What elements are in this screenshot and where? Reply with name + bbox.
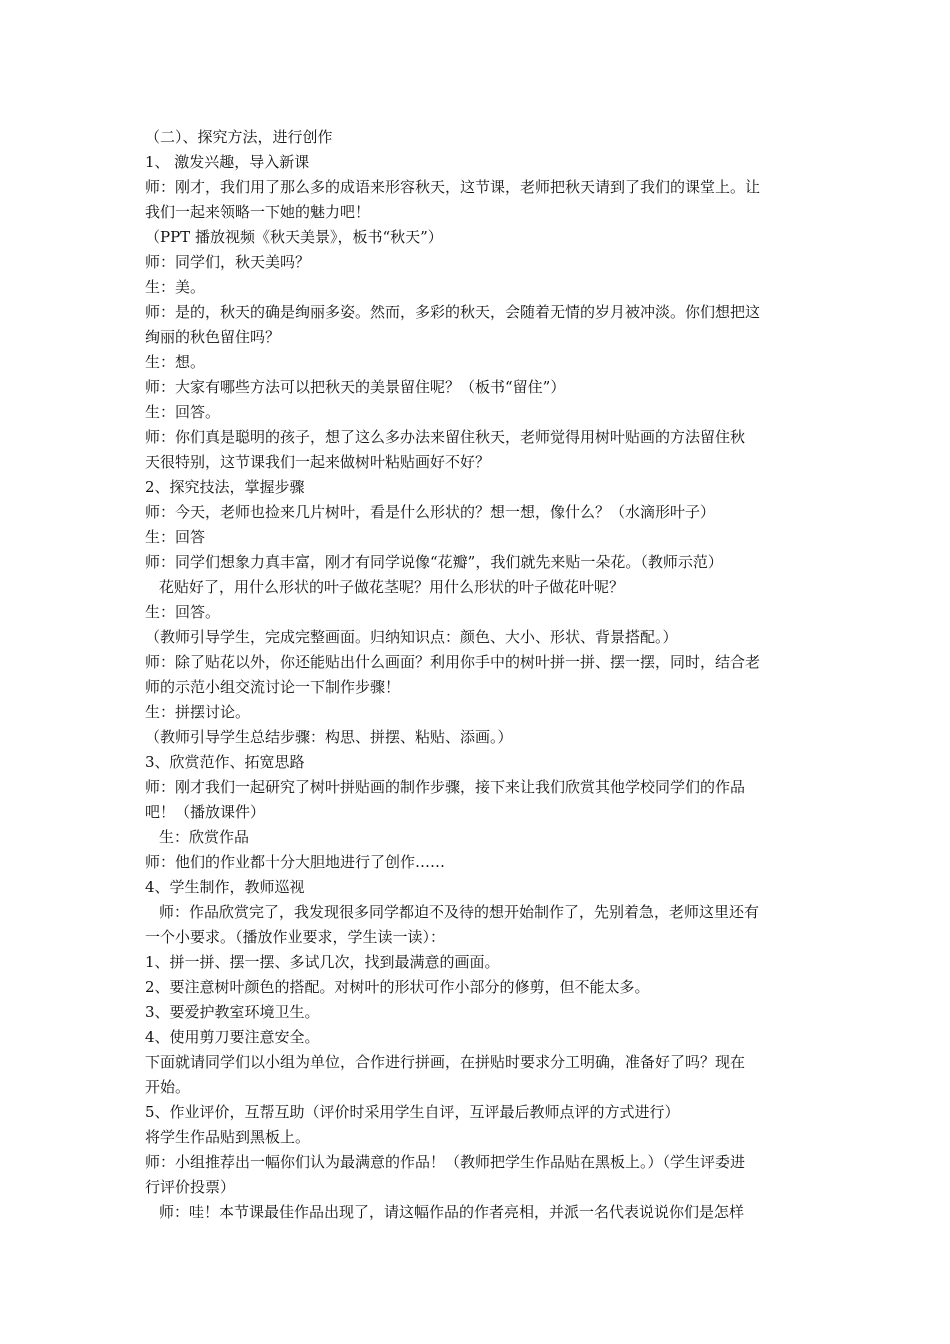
- text-line: 生：欣赏作品: [159, 828, 250, 846]
- text-line: （教师引导学生总结步骤：构思、拼摆、粘贴、添画。）: [145, 728, 513, 746]
- text-line: 师：你们真是聪明的孩子，想了这么多办法来留住秋天，老师觉得用树叶贴画的方法留住秋: [145, 428, 746, 446]
- text-line: 师的示范小组交流讨论一下制作步骤！: [145, 678, 401, 696]
- text-line: （教师引导学生，完成完整画面。归纳知识点：颜色、大小、形状、背景搭配。）: [145, 628, 678, 646]
- text-line: 师：同学们想象力真丰富，刚才有同学说像“花瓣”，我们就先来贴一朵花。（教师示范）: [145, 553, 723, 571]
- document-body: [145, 125, 815, 1225]
- text-line: 师：是的，秋天的确是绚丽多姿。然而，多彩的秋天，会随着无情的岁月被冲淡。你们想把这: [145, 303, 761, 321]
- text-line: 生：想。: [145, 353, 206, 371]
- text-line: 师：大家有哪些方法可以把秋天的美景留住呢？（板书“留住”）: [145, 378, 566, 396]
- text-line: 师：哇！本节课最佳作品出现了，请这幅作品的作者亮相，并派一名代表说说你们是怎样: [159, 1203, 745, 1221]
- section-heading: （二）、探究方法，进行创作: [145, 128, 333, 146]
- text-line: 花贴好了，用什么形状的叶子做花茎呢？用什么形状的叶子做花叶呢？: [159, 578, 625, 596]
- list-item: 4、使用剪刀要注意安全。: [145, 1028, 320, 1046]
- subsection-heading: 4、学生制作，教师巡视: [145, 878, 305, 896]
- text-line: 生：回答。: [145, 403, 221, 421]
- text-line: 师：除了贴花以外，你还能贴出什么画面？利用你手中的树叶拼一拼、摆一摆，同时，结合老: [145, 653, 761, 671]
- text-line: 一个小要求。（播放作业要求，学生读一读）：: [145, 928, 446, 946]
- text-line: 吧！（播放课件）: [145, 803, 266, 821]
- subsection-heading: 2、探究技法，掌握步骤: [145, 478, 305, 496]
- text-line: 师：同学们，秋天美吗？: [145, 253, 311, 271]
- text-line: 师：刚才我们一起研究了树叶拼贴画的制作步骤，接下来让我们欣赏其他学校同学们的作品: [145, 778, 746, 796]
- text-line: 将学生作品贴到黑板上。: [145, 1128, 311, 1146]
- text-line: 师：作品欣赏完了，我发现很多同学都迫不及待的想开始制作了，先别着急，老师这里还有: [159, 903, 760, 921]
- text-line: 绚丽的秋色留住吗？: [145, 328, 281, 346]
- text-line: 师：今天，老师也捡来几片树叶，看是什么形状的？想一想，像什么？（水滴形叶子）: [145, 503, 716, 521]
- text-line: 师：刚才，我们用了那么多的成语来形容秋天，这节课，老师把秋天请到了我们的课堂上。让: [145, 178, 761, 196]
- text-line: 生：回答。: [145, 603, 221, 621]
- text-line: 下面就请同学们以小组为单位，合作进行拼画，在拼贴时要求分工明确，准备好了吗？现在: [145, 1053, 746, 1071]
- text-line: 生：拼摆讨论。: [145, 703, 251, 721]
- text-line: 行评价投票）: [145, 1178, 236, 1196]
- subsection-heading: 1、 激发兴趣，导入新课: [145, 153, 310, 171]
- subsection-heading: 3、欣赏范作、拓宽思路: [145, 753, 305, 771]
- text-line: （PPT 播放视频《秋天美景》，板书“秋天”）: [145, 228, 443, 246]
- text-line: 师：小组推荐出一幅你们认为最满意的作品！（教师把学生作品贴在黑板上。）（学生评委进: [145, 1153, 746, 1171]
- text-line: 生：美。: [145, 278, 206, 296]
- subsection-heading: 5、作业评价，互帮互助（评价时采用学生自评，互评最后教师点评的方式进行）: [145, 1103, 680, 1121]
- list-item: 1、拼一拼、摆一摆、多试几次，找到最满意的画面。: [145, 953, 500, 971]
- text-line: 师：他们的作业都十分大胆地进行了创作……: [145, 853, 446, 871]
- list-item: 2、要注意树叶颜色的搭配。对树叶的形状可作小部分的修剪，但不能太多。: [145, 978, 650, 996]
- list-item: 3、要爱护教室环境卫生。: [145, 1003, 320, 1021]
- text-line: 生：回答: [145, 528, 206, 546]
- text-line: 天很特别，这节课我们一起来做树叶粘贴画好不好？: [145, 453, 491, 471]
- text-line: 我们一起来领略一下她的魅力吧！: [145, 203, 371, 221]
- text-line: 开始。: [145, 1078, 191, 1096]
